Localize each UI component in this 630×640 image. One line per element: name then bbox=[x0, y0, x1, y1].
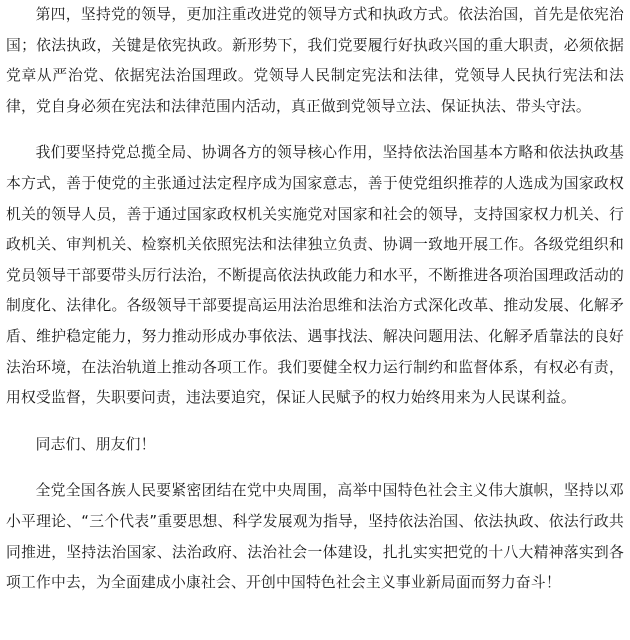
paragraph-salutation: 同志们、朋友们！ bbox=[35, 435, 156, 453]
paragraph-party-leadership: 第四，坚持党的领导，更加注重改进党的领导方式和执政方式。依法治国，首先是依宪治国；依法执政，关键是依宪执政。新形势下，我们党要履行好执政兴国的重大职责，必须依据党章从严治党、依据宪法治国理政。党领导人民制定宪法和法律，党领导人民执行宪法和法律，党自身必须在宪法和法律范围内活动，真正做到党领导立法、保证执法、带头守法。 bbox=[6, 6, 624, 115]
paragraph-rule-of-law: 我们要坚持党总揽全局、协调各方的领导核心作用，坚持依法治国基本方略和依法执政基本方式，善于使党的主张通过法定程序成为国家意志，善于使党组织推荐的人选成为国家政权机关的领导人员，善于通过国家政权机关实施党对国家和社会的领导，支持国家权力机关、行政机关、审判机关、检察机关依照宪法和法律独立负责、协调一致地开展工作。各级党组织和党员领导干部要带头厉行法治，不断提高依法执政能力和水平，不断推进各项治国理政活动的制度化、法律化。各级领导干部要提高运用法治思维和法治方式深化改革、推动发展、化解矛盾、维护稳定能力，努力推动形成办事依法、遇事找法、解决问题用法、化解矛盾靠法的良好法治环境，在法治轨道上推动各项工作。我们要健全权力运行制约和监督体系，有权必有责，用权受监督，失职要问责，违法要追究，保证人民赋予的权力始终用来为人民谋利益。 bbox=[6, 144, 624, 407]
paragraph-closing: 全党全国各族人民要紧密团结在党中央周围，高举中国特色社会主义伟大旗帜，坚持以邓小平理论、“三个代表”重要思想、科学发展观为指导，坚持依法治国、依法执政、依法行政共同推进，坚持法治国家、法治政府、法治社会一体建设，扎扎实实把党的十八大精神落实到各项工作中去，为全面建成小康社会、开创中国特色社会主义事业新局面而努力奋斗！ bbox=[6, 482, 624, 592]
